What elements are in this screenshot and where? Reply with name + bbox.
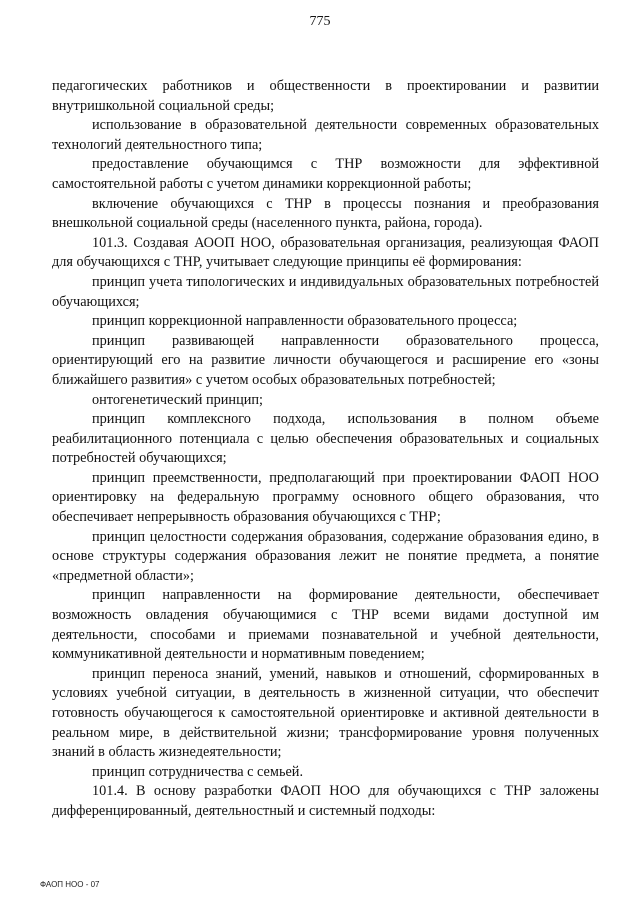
paragraph: принцип коррекционной направленности образовательного процесса; xyxy=(92,313,518,330)
paragraph: принцип преемственности, предполагающий при проектировании ФАОП НОО ориентировку на федеральную программу основного общего образования, что обеспечивает непрерывность образования обучающихся с ТНР; xyxy=(52,469,599,526)
paragraph: принцип переноса знаний, умений, навыков и отношений, сформированных в условиях учебной ситуации, в деятельность в жизненной ситуации, что обеспечит готовность обучающегося к самостоятельной ориентировке и активной деятельности в реальном мире, в действительной жизни; трансформирование уровня полученных знаний в область жизнедеятельности; xyxy=(52,665,599,761)
paragraph: онтогенетический принцип; xyxy=(92,391,264,408)
paragraph: принцип направленности на формирование деятельности, обеспечивает возможность овладения обучающимися с ТНР всеми видами доступной им деятельности, способами и приемами познавательной и учебной деятельности, коммуникативной деятельности и нормативным поведением; xyxy=(52,587,599,663)
paragraph: 101.3. Создавая АООП НОО, образовательная организация, реализующая ФАОП для обучающихся с ТНР, учитывает следующие принципы её формирования: xyxy=(52,234,599,271)
footer-label: ФАОП НОО - 07 xyxy=(40,880,100,889)
paragraph: 101.4. В основу разработки ФАОП НОО для обучающихся с ТНР заложены дифференцированный, деятельностный и системный подходы: xyxy=(52,783,599,819)
paragraph: педагогических работников и общественности в проектировании и развитии внутришкольной социальной среды; xyxy=(52,78,599,114)
document-body xyxy=(52,77,599,822)
paragraph: принцип сотрудничества с семьей. xyxy=(92,763,304,780)
paragraph: использование в образовательной деятельности современных образовательных технологий деятельностного типа; xyxy=(52,117,599,153)
paragraph: принцип целостности содержания образования, содержание образования едино, в основе структуры содержания образования лежит не понятие предмета, а понятие «предметной области»; xyxy=(52,528,599,584)
paragraph: предоставление обучающимся с ТНР возможности для эффективной самостоятельной работы с учетом динамики коррекционной работы; xyxy=(52,156,599,192)
page-number: 775 xyxy=(309,14,331,29)
paragraph: принцип учета типологических и индивидуальных образовательных потребностей обучающихся; xyxy=(52,273,599,310)
paragraph: включение обучающихся с ТНР в процессы познания и преобразования внешкольной социальной среды (населенного пункта, района, города). xyxy=(52,195,599,232)
paragraph: принцип комплексного подхода, использования в полном объеме реабилитационного потенциала с целью обеспечения образовательных и социальных потребностей обучающихся; xyxy=(52,411,599,467)
paragraph: принцип развивающей направленности образовательного процесса, ориентирующий его на развитие личности обучающегося и расширение его «зоны ближайшего развития» с учетом особых образовательных потребностей; xyxy=(52,332,599,388)
